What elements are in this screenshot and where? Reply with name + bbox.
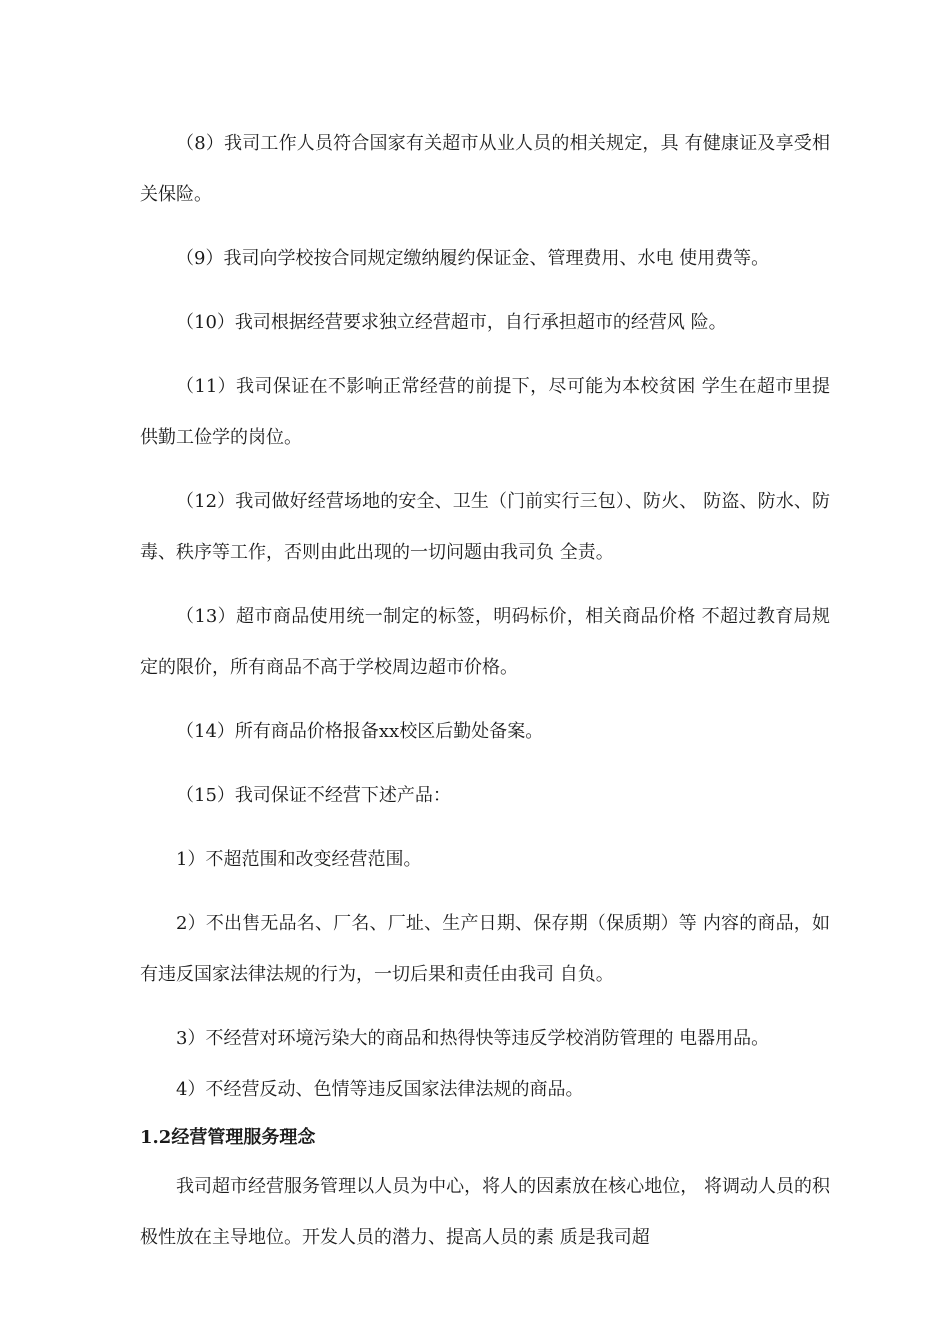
sub-item-4: 4）不经营反动、色情等违反国家法律法规的商品。 bbox=[176, 1079, 584, 1100]
document-body bbox=[140, 118, 830, 1276]
clause-10: （10）我司根据经营要求独立经营超市，自行承担超市的经营风 险。 bbox=[176, 312, 727, 333]
clause-15: （15）我司保证不经营下述产品： bbox=[176, 785, 451, 806]
clause-14: （14）所有商品价格报备xx校区后勤处备案。 bbox=[176, 721, 544, 742]
section-paragraph: 我司超市经营服务管理以人员为中心，将人的因素放在核心地位， 将调动人员的积极性放在主导地位。开发人员的潜力、提高人员的素 质是我司超 bbox=[140, 1176, 830, 1248]
sub-item-1: 1）不超范围和改变经营范围。 bbox=[176, 849, 422, 870]
clause-13: （13）超市商品使用统一制定的标签，明码标价，相关商品价格 不超过教育局规定的限价，所有商品不高于学校周边超市价格。 bbox=[140, 606, 830, 678]
clause-12: （12）我司做好经营场地的安全、卫生（门前实行三包）、防火、 防盗、防水、防毒、秩序等工作，否则由此出现的一切问题由我司负 全责。 bbox=[140, 491, 830, 563]
section-heading: 1.2经营管理服务理念 bbox=[140, 1127, 316, 1148]
clause-8: （8）我司工作人员符合国家有关超市从业人员的相关规定，具 有健康证及享受相关保险。 bbox=[140, 133, 830, 205]
sub-item-3: 3）不经营对环境污染大的商品和热得快等违反学校消防管理的 电器用品。 bbox=[176, 1028, 770, 1049]
sub-item-2: 2）不出售无品名、厂名、厂址、生产日期、保存期（保质期）等 内容的商品，如有违反国家法律法规的行为，一切后果和责任由我司 自负。 bbox=[140, 913, 830, 985]
clause-9: （9）我司向学校按合同规定缴纳履约保证金、管理费用、水电 使用费等。 bbox=[176, 248, 770, 269]
clause-11: （11）我司保证在不影响正常经营的前提下，尽可能为本校贫困 学生在超市里提供勤工俭学的岗位。 bbox=[140, 376, 830, 448]
